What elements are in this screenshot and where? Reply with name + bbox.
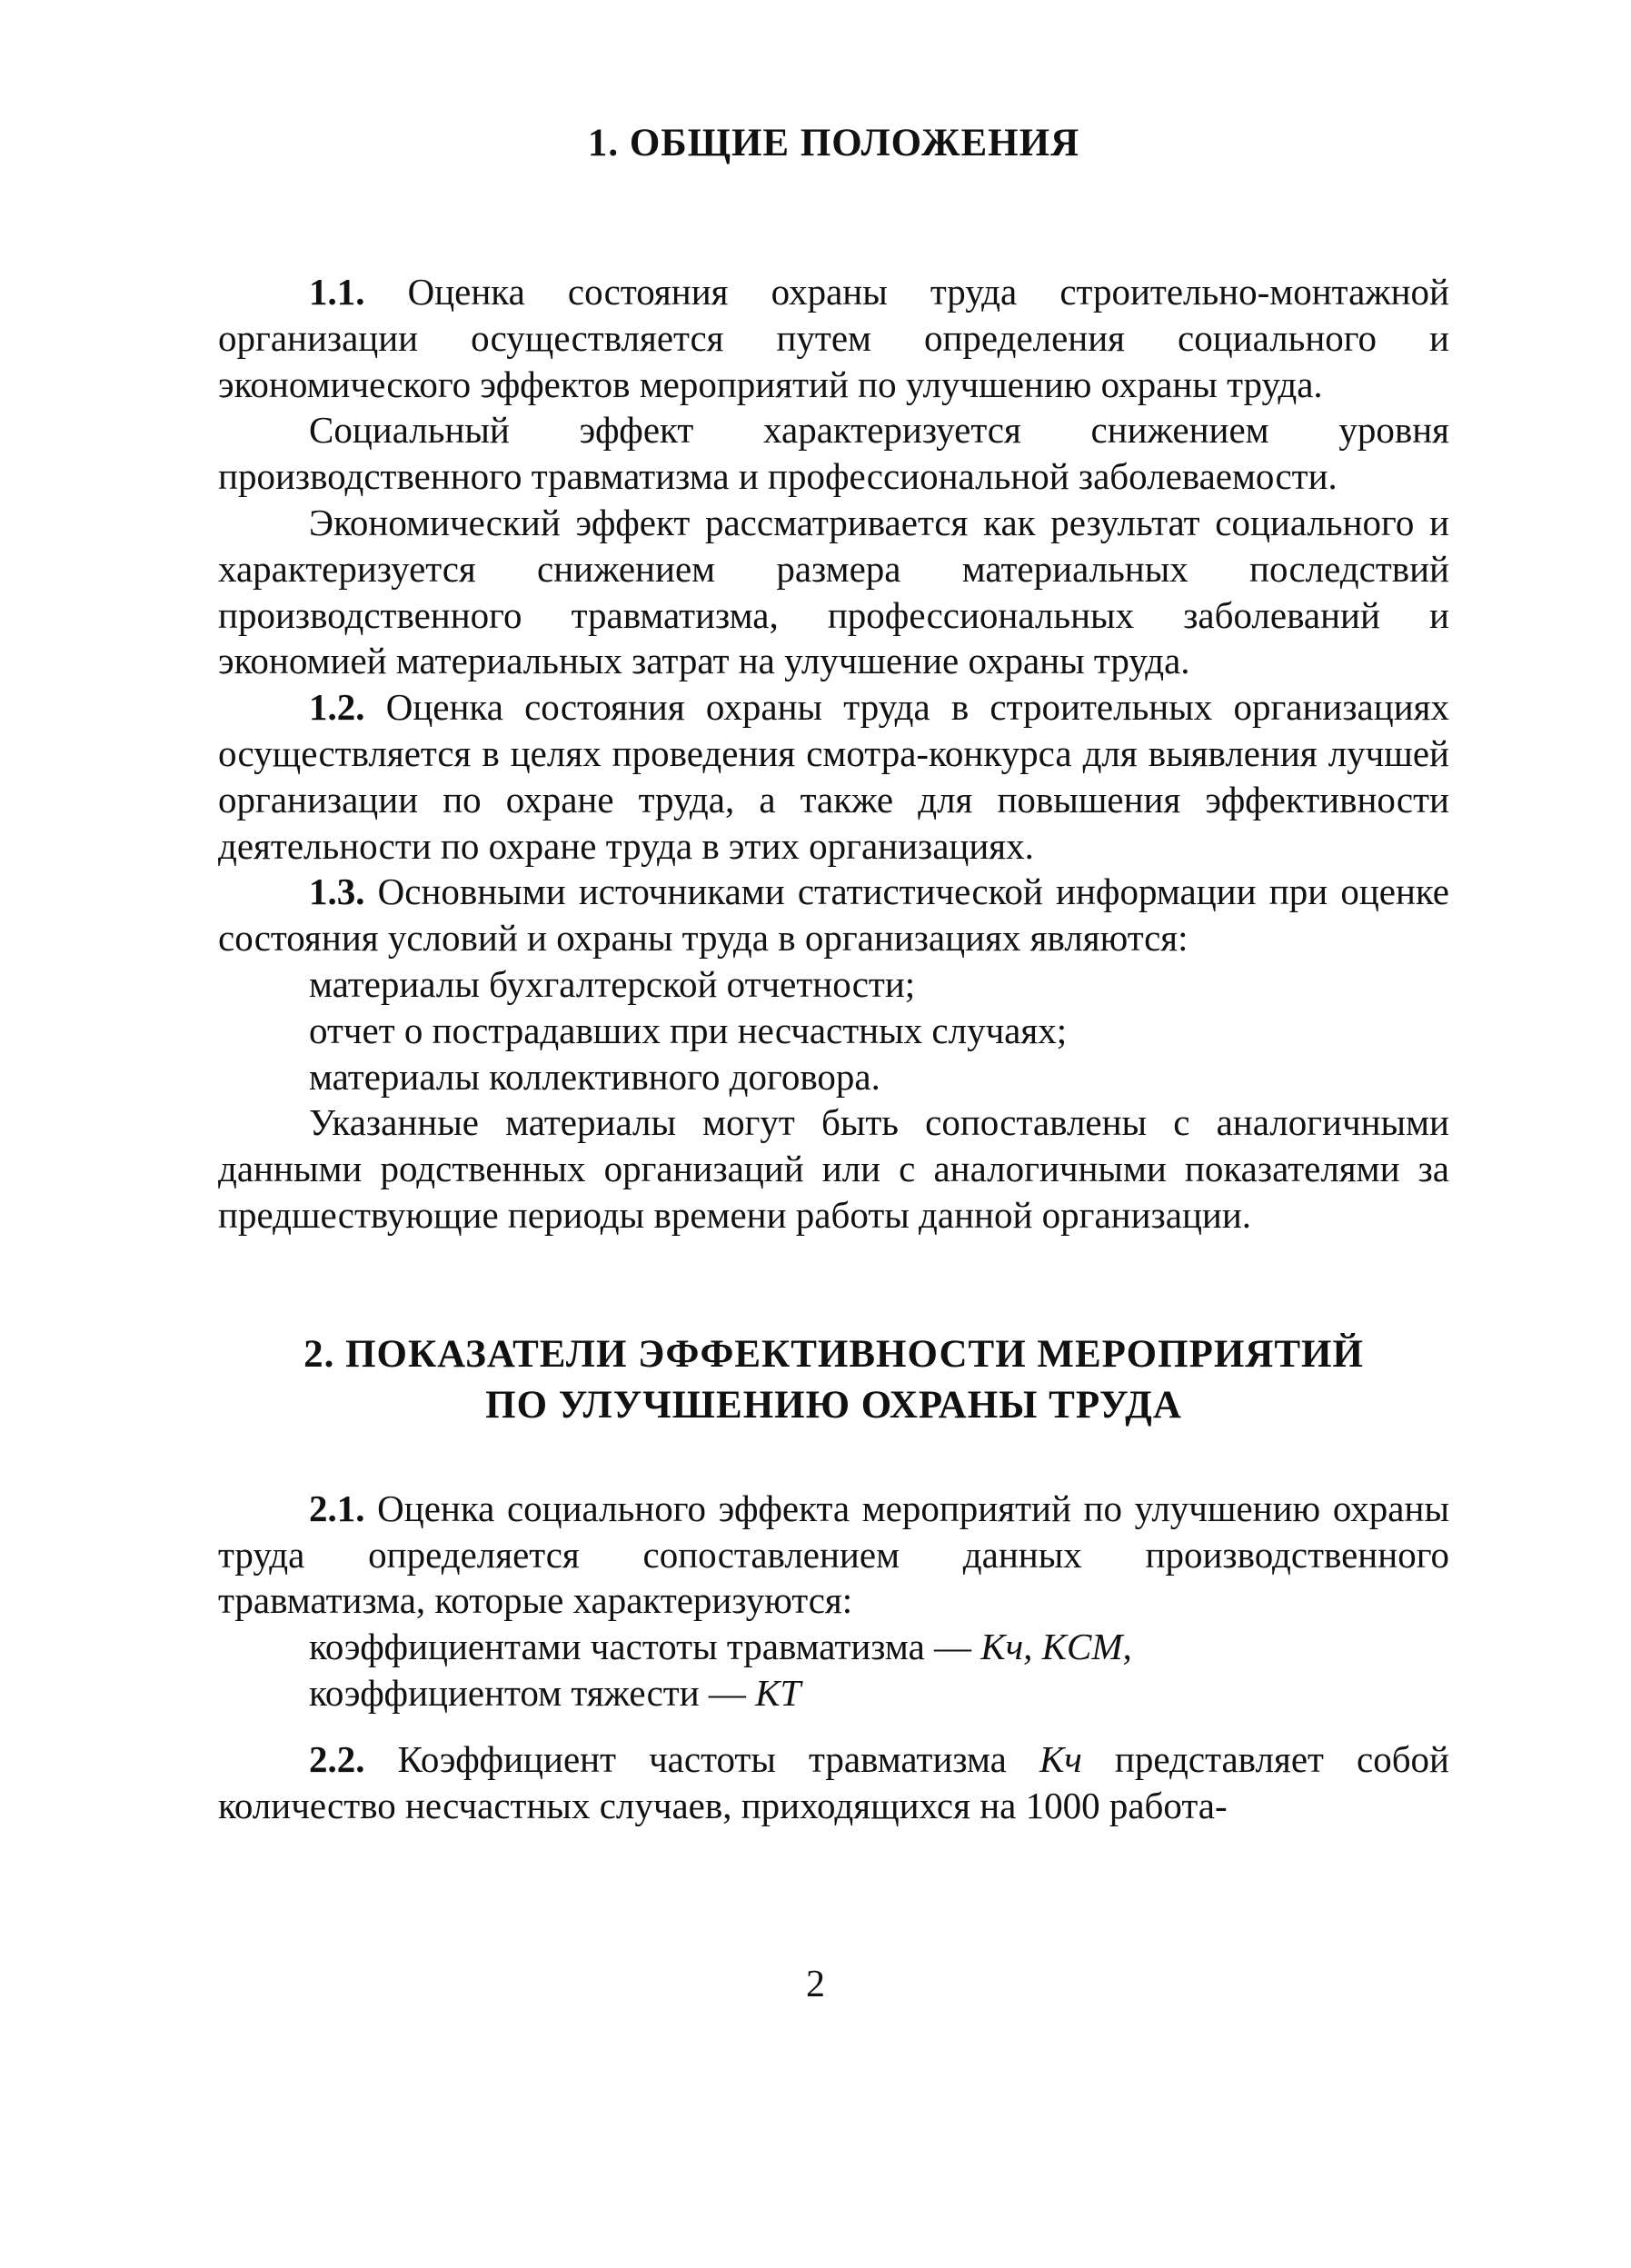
paragraph-social-effect: Социальный эффект характеризуется снижением уровня производственного травматизма и профессиональной заболеваемости. bbox=[218, 409, 1449, 498]
list-item-frequency-coefficients bbox=[218, 1624, 1449, 1670]
section-2-heading-line1: 2. ПОКАЗАТЕЛИ ЭФФЕКТИВНОСТИ МЕРОПРИЯТИЙ bbox=[303, 1332, 1364, 1376]
paragraph-1-3 bbox=[218, 869, 1449, 961]
list-item: материалы бухгалтерской отчетности; bbox=[309, 962, 916, 1005]
clause-number: 1.3. bbox=[309, 870, 365, 913]
paragraph-1-2 bbox=[218, 684, 1449, 869]
paragraph-2-1 bbox=[218, 1486, 1449, 1624]
clause-text: Коэффициент частоты травматизма bbox=[364, 1737, 1039, 1780]
clause-number: 1.2. bbox=[309, 686, 365, 729]
section-1-heading: 1. ОБЩИЕ ПОЛОЖЕНИЯ bbox=[587, 122, 1080, 164]
paragraph-economic-effect: Экономический эффект рассматривается как результат социального и характеризуется снижением размера материальных последствий производственного травматизма, профессиональных заболеваний и экономией материальных затрат на улучшение охраны труда. bbox=[218, 501, 1449, 682]
clause-number: 2.1. bbox=[309, 1487, 365, 1529]
formula-symbol: Kч bbox=[1039, 1737, 1082, 1780]
clause-text-continued: представляет собой количество несчастных случаев, приходящихся на 1000 работа- bbox=[218, 1737, 1449, 1826]
clause-number: 2.2. bbox=[309, 1737, 365, 1780]
paragraph-materials-comparison: Указанные материалы могут быть сопоставлены с аналогичными данными родственных организаций или с аналогичными показателями за предшествующие периоды времени работы данной организации. bbox=[218, 1101, 1449, 1236]
item-text: коэффициентом тяжести — bbox=[309, 1671, 756, 1714]
formula-symbol: KТ bbox=[755, 1671, 801, 1714]
clause-text: Оценка социального эффекта мероприятий по улучшению охраны труда определяется сопоставлением данных производственного травматизма, которые характеризуются: bbox=[218, 1487, 1449, 1622]
section-2-heading bbox=[218, 1329, 1449, 1431]
page-number: 2 bbox=[806, 1964, 825, 2005]
clause-text: Оценка состояния охраны труда в строительных организациях осуществляется в целях проведения смотра-конкурса для выявления лучшей организации по охране труда, а также для повышения эффективности деятельности по охране труда в этих организациях. bbox=[218, 686, 1449, 867]
formula-symbol: Kч, KСМ, bbox=[980, 1626, 1132, 1668]
paragraph-2-2 bbox=[218, 1736, 1449, 1829]
list-item: отчет о пострадавших при несчастных случаях; bbox=[309, 1009, 1068, 1051]
clause-number: 1.1. bbox=[309, 271, 365, 313]
list-item-severity-coefficient bbox=[218, 1670, 1449, 1716]
section-2-heading-line2: ПО УЛУЧШЕНИЮ ОХРАНЫ ТРУДА bbox=[485, 1383, 1182, 1427]
item-text: коэффициентами частоты травматизма — bbox=[309, 1626, 981, 1668]
page-content bbox=[218, 118, 1449, 1828]
list-item: материалы коллективного договора. bbox=[309, 1055, 880, 1098]
paragraph-1-1 bbox=[218, 269, 1449, 407]
clause-text: Оценка состояния охраны труда строительно-монтажной организации осуществляется путем определения социального и экономического эффектов мероприятий по улучшению охраны труда. bbox=[218, 271, 1449, 405]
clause-text: Основными источниками статистической информации при оценке состояния условий и охраны труда в организациях являются: bbox=[218, 870, 1449, 960]
